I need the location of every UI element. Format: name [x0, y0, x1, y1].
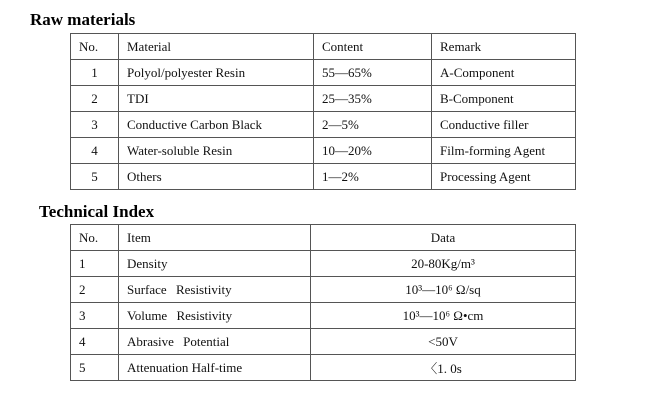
item-cell: Volume Resistivity [119, 303, 311, 329]
row-number: 1 [71, 251, 119, 277]
row-number: 3 [71, 303, 119, 329]
column-header-material: Material [119, 34, 314, 60]
row-number: 5 [71, 164, 119, 190]
raw-materials-heading: Raw materials [30, 10, 136, 29]
table-row [71, 251, 576, 277]
remark-cell: A-Component [432, 60, 576, 86]
material-cell: Others [119, 164, 314, 190]
data-cell: <50V [311, 329, 576, 355]
table-row [71, 277, 576, 303]
table-row [71, 355, 576, 381]
column-header-item: Item [119, 225, 311, 251]
row-number: 4 [71, 138, 119, 164]
column-header-no: No. [71, 34, 119, 60]
column-header-no: No. [71, 225, 119, 251]
column-header-remark: Remark [432, 34, 576, 60]
content-cell: 2—5% [314, 112, 432, 138]
material-cell: Conductive Carbon Black [119, 112, 314, 138]
raw-materials-table [70, 33, 576, 190]
item-cell: Density [119, 251, 311, 277]
technical-index-heading: Technical Index [39, 202, 155, 221]
table-header-row [71, 225, 576, 251]
data-cell: 20-80Kg/m³ [311, 251, 576, 277]
column-header-data: Data [311, 225, 576, 251]
row-number: 3 [71, 112, 119, 138]
table-row [71, 112, 576, 138]
data-cell: 10³—10⁶ Ω•cm [311, 303, 576, 329]
remark-cell: Film-forming Agent [432, 138, 576, 164]
data-cell: 〈1. 0s [311, 355, 576, 381]
content-cell: 55—65% [314, 60, 432, 86]
content-cell: 25—35% [314, 86, 432, 112]
technical-index-table [70, 224, 576, 381]
table-row [71, 303, 576, 329]
remark-cell: Processing Agent [432, 164, 576, 190]
row-number: 1 [71, 60, 119, 86]
data-cell: 10³—10⁶ Ω/sq [311, 277, 576, 303]
material-cell: Polyol/polyester Resin [119, 60, 314, 86]
column-header-content: Content [314, 34, 432, 60]
item-cell: Abrasive Potential [119, 329, 311, 355]
row-number: 4 [71, 329, 119, 355]
material-cell: Water-soluble Resin [119, 138, 314, 164]
row-number: 2 [71, 277, 119, 303]
content-cell: 10—20% [314, 138, 432, 164]
item-cell: Attenuation Half-time [119, 355, 311, 381]
item-cell: Surface Resistivity [119, 277, 311, 303]
table-row [71, 164, 576, 190]
table-row [71, 60, 576, 86]
table-row [71, 138, 576, 164]
content-cell: 1—2% [314, 164, 432, 190]
row-number: 5 [71, 355, 119, 381]
material-cell: TDI [119, 86, 314, 112]
remark-cell: B-Component [432, 86, 576, 112]
remark-cell: Conductive filler [432, 112, 576, 138]
table-row [71, 86, 576, 112]
row-number: 2 [71, 86, 119, 112]
table-header-row [71, 34, 576, 60]
table-row [71, 329, 576, 355]
